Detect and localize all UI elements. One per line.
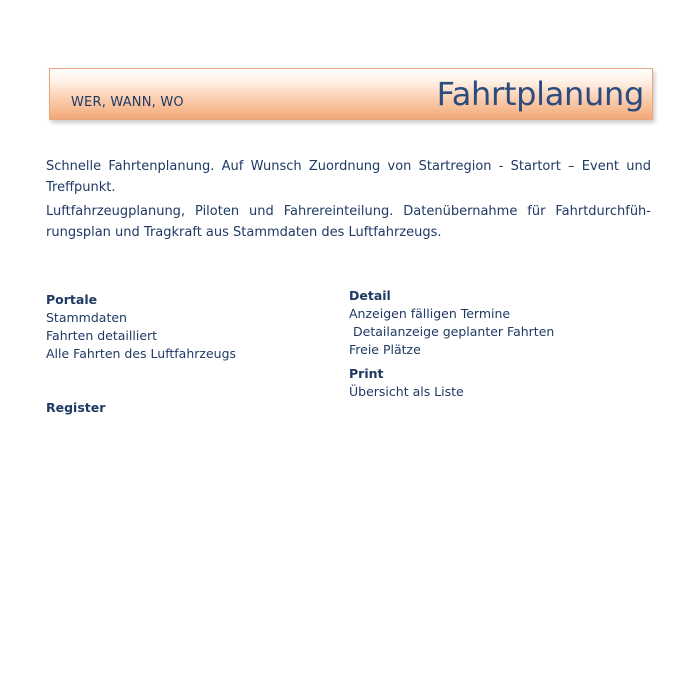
detail-section bbox=[349, 287, 649, 401]
portale-item-alle-fahrten[interactable]: Alle Fahrten des Luftfahrzeugs bbox=[46, 346, 237, 361]
portale-section bbox=[46, 291, 306, 363]
banner-subtitle: WER, WANN, WO bbox=[71, 95, 184, 110]
register-section bbox=[46, 399, 105, 417]
print-item-uebersicht-liste[interactable]: Übersicht als Liste bbox=[349, 384, 464, 399]
page-title: Fahrtplanung bbox=[436, 75, 644, 113]
portale-item-stammdaten[interactable]: Stammdaten bbox=[46, 310, 127, 325]
print-heading: Print bbox=[349, 366, 384, 381]
detail-item-geplante-fahrten[interactable]: Detailanzeige geplanter Fahrten bbox=[353, 324, 555, 339]
portale-heading: Portale bbox=[46, 292, 98, 307]
register-heading[interactable]: Register bbox=[46, 400, 106, 415]
header-banner bbox=[49, 68, 653, 120]
intro-text bbox=[46, 156, 651, 246]
portale-item-fahrten-detailliert[interactable]: Fahrten detailliert bbox=[46, 328, 158, 343]
intro-paragraph-2: Luftfahrzeugplanung, Piloten und Fahrereinteilung. Datenübernahme für Fahrtdurchführungsplan und Tragkraft aus Stammdaten des Luftfahrzeugs. bbox=[46, 204, 651, 240]
detail-item-faellige-termine[interactable]: Anzeigen fälligen Termine bbox=[349, 306, 511, 321]
intro-paragraph-1: Schnelle Fahrtenplanung. Auf Wunsch Zuordnung von Startregion - Startort – Event und Treffpunkt. bbox=[46, 159, 651, 195]
detail-heading: Detail bbox=[349, 288, 391, 303]
detail-item-freie-plaetze[interactable]: Freie Plätze bbox=[349, 342, 421, 357]
print-section bbox=[349, 365, 649, 401]
